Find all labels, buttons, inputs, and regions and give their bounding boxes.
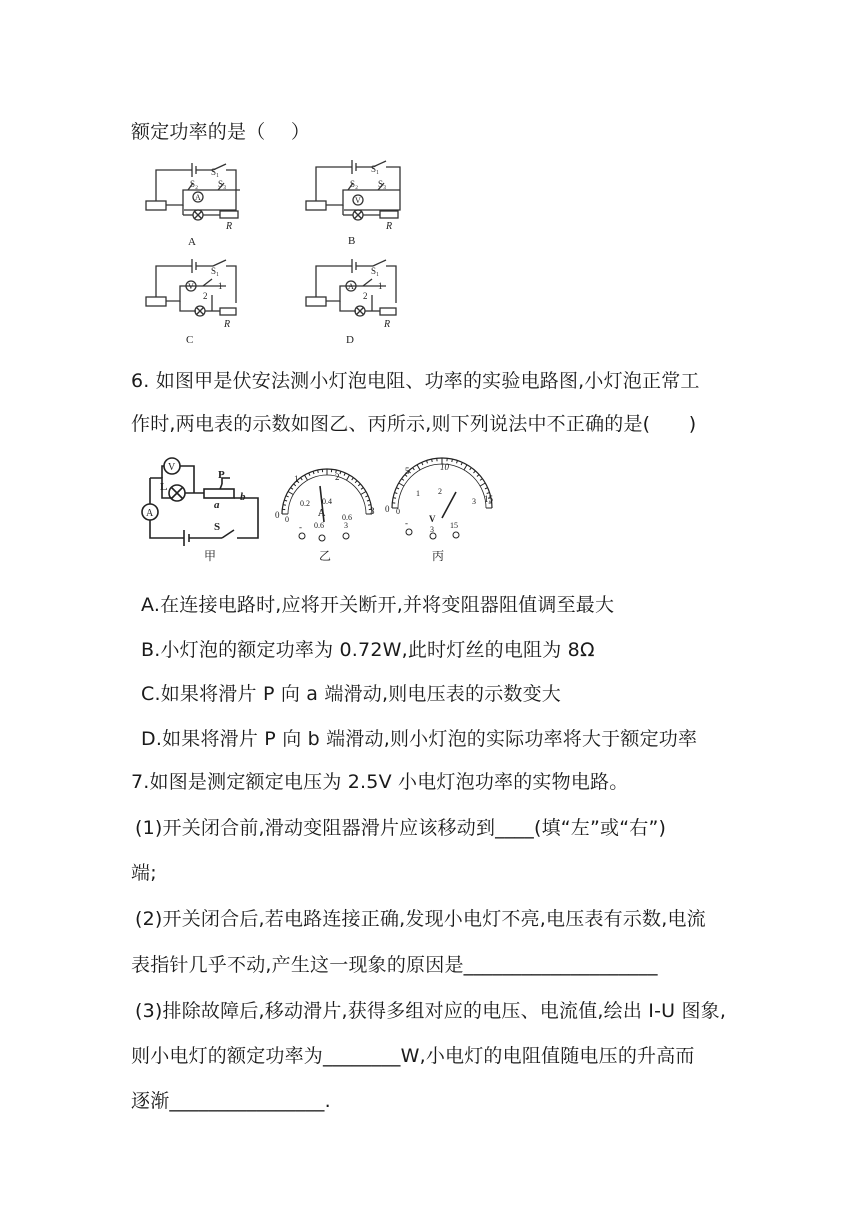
- caption-bing: 丙: [432, 549, 445, 563]
- jia-voltmeter-label: V: [168, 462, 176, 473]
- voltmeter-terminal-3: 3: [430, 525, 434, 534]
- ammeter-unit: A: [318, 508, 326, 519]
- dial-tick: [301, 478, 303, 480]
- q7-part1-line1: (1)开关闭合前,滑动变阻器滑片应该移动到____(填“左”或“右”): [135, 817, 667, 839]
- voltmeter-bot-0: 0: [396, 507, 400, 516]
- q6-option-c: C.如果将滑片 P 向 a 端滑动,则电压表的示数变大: [141, 683, 562, 705]
- label-r-a: R: [226, 221, 233, 232]
- q7-part2-line2: 表指针几乎不动,产生这一现象的原因是____________________: [131, 954, 658, 976]
- label-voltmeter-b: V: [355, 196, 361, 205]
- dial-tick: [422, 462, 423, 465]
- ammeter-bot-06: 0.6: [342, 513, 352, 522]
- dial-tick: [365, 496, 368, 497]
- voltmeter-bot-2: 2: [438, 487, 442, 496]
- q7-part3-line2: 则小电灯的额定功率为________W,小电灯的电阻值随电压的升高而: [131, 1045, 695, 1067]
- ammeter-bot-02: 0.2: [300, 499, 310, 508]
- dial-tick: [393, 498, 396, 499]
- ammeter-top-3: 3: [370, 506, 375, 516]
- dial-tick: [361, 488, 363, 490]
- dial-tick: [464, 465, 467, 470]
- jia-end-a: a: [214, 499, 220, 511]
- ammeter-terminal-06: 0.6: [314, 521, 324, 530]
- jia-switch-label: S: [214, 521, 221, 533]
- q5-circuit-figures: [138, 153, 428, 348]
- dial-tick: [340, 471, 341, 474]
- dial-tick: [358, 484, 360, 486]
- dial-tick: [283, 505, 286, 506]
- voltmeter-bot-3: 3: [472, 497, 476, 506]
- ammeter-bot-0: 0: [285, 515, 289, 524]
- label-a: A: [188, 236, 196, 248]
- dial-tick: [309, 473, 310, 476]
- dial-tick: [367, 500, 370, 501]
- dial-tick: [288, 492, 293, 495]
- label-s1-a: S₁: [211, 167, 220, 177]
- q7-part1-line2: 端;: [131, 862, 157, 884]
- dial-tick: [452, 459, 453, 462]
- label-b: B: [348, 235, 356, 247]
- voltmeter-terminal-neg: -: [405, 518, 408, 528]
- circuit-b: [306, 160, 400, 220]
- dial-tick: [284, 500, 287, 501]
- dial-tick: [355, 481, 357, 483]
- q6-stem-line1: 6. 如图甲是伏安法测小灯泡电阻、功率的实验电路图,小灯泡正常工: [131, 370, 700, 392]
- label-voltmeter-c: V: [188, 282, 194, 291]
- label-s2-b: S₂: [350, 179, 359, 189]
- jia-lamp-label: L: [160, 481, 168, 493]
- dial-tick: [361, 492, 366, 495]
- q7-part3-line3: 逐渐________________.: [131, 1090, 331, 1112]
- q6-figure: [134, 456, 504, 566]
- dial-tick: [417, 465, 420, 470]
- ammeter-terminal-neg: -: [299, 522, 302, 532]
- voltmeter-top-0: 0: [385, 504, 390, 514]
- q7-part2-line1: (2)开关闭合后,若电路连接正确,发现小电灯不亮,电压表有示数,电流: [135, 908, 706, 930]
- label-s2-a: S₂: [190, 179, 199, 189]
- dial-tick: [291, 488, 293, 490]
- q6-option-d: D.如果将滑片 P 向 b 端滑动,则小灯泡的实际功率将大于额定功率: [141, 728, 698, 750]
- label-r-c: R: [224, 319, 231, 330]
- dial-tick: [344, 473, 345, 476]
- dial-tick: [477, 475, 479, 477]
- caption-yi: 乙: [319, 549, 332, 563]
- q5-stem-tail: 额定功率的是（ ）: [131, 121, 311, 143]
- voltmeter-terminal-15: 15: [450, 521, 458, 530]
- voltmeter-top-5: 5: [405, 466, 410, 476]
- label-s1-b: S₁: [371, 164, 380, 174]
- dial-tick: [394, 493, 397, 494]
- jia-end-b: b: [240, 491, 246, 503]
- ammeter-top-2: 2: [335, 472, 340, 482]
- label-s1-d: S₁: [371, 266, 380, 276]
- dial-tick: [432, 459, 433, 462]
- label-ammeter-d: A: [348, 282, 354, 291]
- dial-tick: [485, 488, 488, 489]
- caption-jia: 甲: [204, 549, 217, 563]
- dial-tick: [473, 471, 475, 473]
- label-s1-c: S₁: [211, 266, 220, 276]
- jia-slider-label: P: [218, 469, 225, 481]
- label-s3-b: S₃: [378, 179, 387, 189]
- label-two-d: 2: [363, 291, 368, 301]
- voltmeter-needle: [442, 492, 456, 518]
- voltmeter-unit: V: [429, 514, 436, 524]
- dial-tick: [313, 471, 314, 474]
- label-d: D: [346, 334, 354, 346]
- label-one-c: 1: [218, 281, 223, 291]
- dial-tick: [470, 468, 472, 470]
- dial-tick: [396, 488, 399, 489]
- dial-tick: [461, 462, 462, 465]
- ammeter-terminal-3: 3: [344, 521, 348, 530]
- label-ammeter-a: A: [195, 193, 201, 202]
- voltmeter-bot-1: 1: [416, 489, 420, 498]
- circuit-a: [146, 163, 240, 220]
- q6-option-a: A.在连接电路时,应将开关断开,并将变阻器阻值调至最大: [141, 594, 615, 616]
- dial-tick: [457, 460, 458, 463]
- dial-tick: [480, 483, 485, 486]
- dial-tick: [427, 460, 428, 463]
- dial-tick: [413, 468, 415, 470]
- voltmeter-top-10: 10: [440, 462, 449, 472]
- dial-tick: [352, 478, 354, 480]
- label-r-b: R: [386, 221, 393, 232]
- dial-tick: [399, 483, 404, 486]
- label-two-c: 2: [203, 291, 208, 301]
- voltmeter-top-15: 15: [484, 494, 493, 504]
- dial-tick: [305, 475, 308, 480]
- dial-tick: [294, 484, 296, 486]
- dial-tick: [347, 475, 350, 480]
- q7-stem: 7.如图是测定额定电压为 2.5V 小电灯泡功率的实物电路。: [131, 771, 629, 793]
- ammeter-bot-04: 0.4: [322, 497, 332, 506]
- dial-tick: [402, 479, 404, 481]
- ammeter-top-0: 0: [275, 510, 280, 520]
- dial-tick: [286, 496, 289, 497]
- label-s3-a: S₃: [218, 179, 227, 189]
- q6-stem-line2: 作时,两电表的示数如图乙、丙所示,则下列说法中不正确的是( ): [131, 413, 697, 435]
- label-one-d: 1: [378, 281, 383, 291]
- dial-tick: [480, 479, 482, 481]
- jia-ammeter-label: A: [146, 508, 154, 519]
- dial-tick: [318, 470, 319, 473]
- label-r-d: R: [384, 319, 391, 330]
- q6-option-b: B.小灯泡的额定功率为 0.72W,此时灯丝的电阻为 8Ω: [141, 639, 595, 661]
- q7-part3-line1: (3)排除故障后,移动滑片,获得多组对应的电压、电流值,绘出 I-U 图象,: [135, 1000, 727, 1022]
- label-c: C: [186, 334, 194, 346]
- ammeter-top-1: 1: [294, 474, 299, 484]
